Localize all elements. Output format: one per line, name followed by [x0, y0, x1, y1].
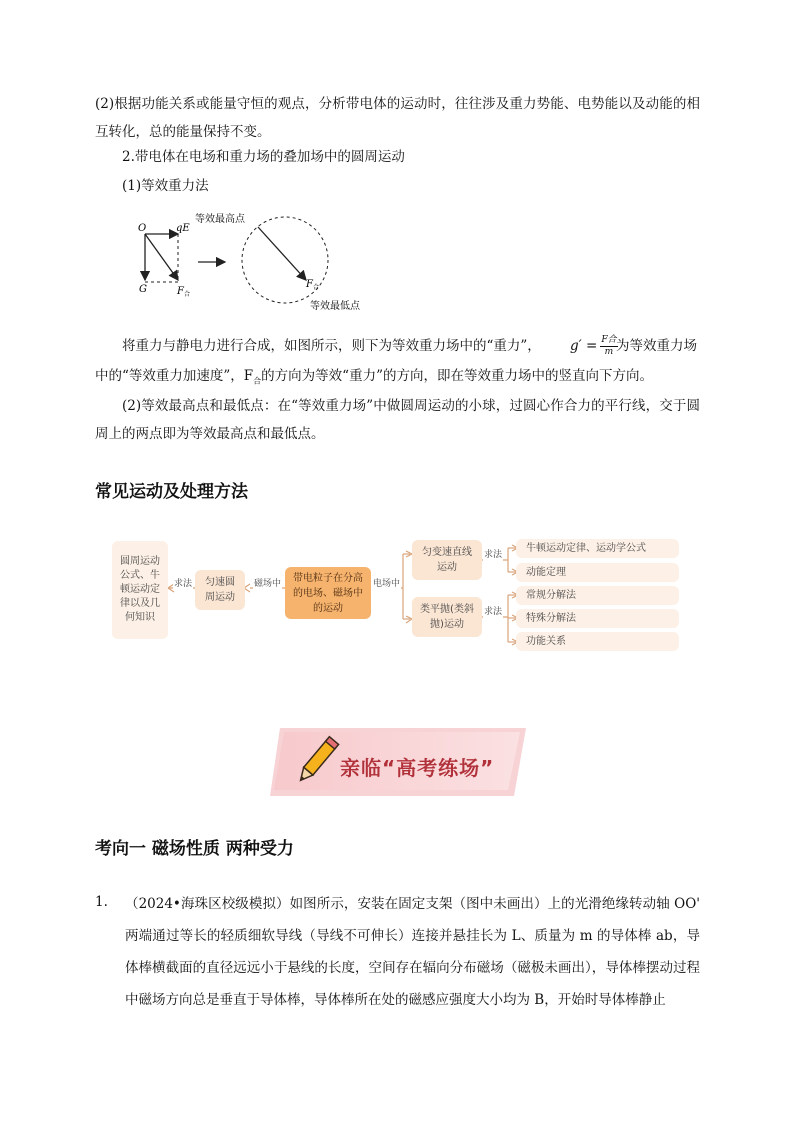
text-direction: 的方向为等效“重力”的方向，即在等效重力场中的竖直向下方向。: [261, 368, 653, 384]
heading-common-motion: 常见运动及处理方法: [95, 482, 248, 502]
mindmap-node-uniform-linear: 匀变速直线运动: [412, 540, 482, 580]
mindmap-node-projectile: 类平抛(类斜抛)运动: [412, 597, 482, 637]
mindmap-leaf-regular-decomposition: 常规分解法: [516, 586, 679, 605]
formula-numerator: F合: [601, 334, 617, 345]
label-qe: qE: [176, 223, 190, 234]
resultant-force-vector: [258, 227, 306, 280]
formula-lhs: g′ =: [570, 338, 598, 354]
item-equivalent-gravity: (1)等效重力法: [122, 178, 209, 194]
text-equivalent-acceleration: 中的“等效重力加速度”，F: [95, 368, 254, 384]
question-number: 1.: [95, 894, 108, 910]
mindmap-node-uniform-circular: 匀速圆周运动: [195, 570, 245, 610]
formula-g-prime: [570, 331, 618, 361]
paragraph-synthesis-part2: 为等效重力场: [616, 338, 697, 354]
subscript-he: 合: [253, 376, 262, 386]
question-text: （2024•海珠区校级模拟）如图所示，安装在固定支架（图中未画出）上的光滑绝缘转动轴 OO' 两端通过等长的轻质细软导线（导线不可伸长）连接并悬挂长为 L、质量为 m 的导体棒 ab，导体棒横截面的直径远远小于悬线的长度，空间存在辐向分布磁场（磁极未画出），导体棒摆动过程中磁场方向总是垂直于导体棒，导体棒所在处的磁感应强度大小均为 B，开始时导体棒静止: [125, 896, 700, 1008]
heading-topic-magnetic: 考向一 磁场性质 两种受力: [95, 839, 294, 859]
paragraph-synthesis-part1: 将重力与静电力进行合成，如图所示，则下为等效重力场中的“重力”，: [122, 338, 541, 354]
label-f-circle: F: [306, 279, 313, 290]
mindmap-method-bottom: 求法: [484, 607, 503, 617]
mindmap-leaf-circular-formula: 圆周运动公式、牛顿运动定律以及几何知识: [112, 541, 168, 639]
mindmap-label-magnetic-field: 磁场中: [254, 579, 282, 589]
formula-fraction: [600, 335, 617, 358]
label-g: G: [139, 284, 147, 295]
label-highest-point: 等效最高点: [195, 214, 245, 225]
paragraph-synthesis-part3: [95, 366, 653, 392]
banner-title: 亲临“高考练场”: [340, 756, 495, 780]
mindmap-leaf-work-energy: 功能关系: [516, 632, 679, 651]
label-o: O: [138, 223, 147, 234]
mindmap-center-node: 带电粒子在分高的电场、磁场中的运动: [285, 567, 371, 619]
label-f-sub: 合: [184, 291, 191, 298]
label-f-circle-sub: 合: [313, 284, 320, 291]
formula-denominator: m: [604, 346, 614, 357]
mindmap-label-electric-field: 电场中: [373, 579, 401, 589]
label-f: F: [177, 286, 184, 297]
equivalent-gravity-diagram: [130, 210, 380, 315]
mindmap-leaf-special-decomposition: 特殊分解法: [516, 609, 679, 628]
f-vector: [145, 234, 178, 280]
paragraph-energy: (2)根据功能关系或能量守恒的观点，分析带电体的运动时，往往涉及重力势能、电势能以及动能的相互转化，总的能量保持不变。: [95, 96, 700, 140]
mindmap-method-top: 求法: [484, 550, 503, 560]
label-lowest-point: 等效最低点: [310, 301, 360, 312]
mindmap-method-left: 求法: [174, 579, 193, 589]
item-circular-motion: 2.带电体在电场和重力场的叠加场中的圆周运动: [122, 149, 405, 165]
mindmap-leaf-kinetic-theorem: 动能定理: [516, 563, 679, 582]
mindmap-leaf-newton-kinematics: 牛顿运动定律、运动学公式: [516, 539, 679, 558]
paragraph-highest-lowest: (2)等效最高点和最低点：在“等效重力场”中做圆周运动的小球，过圆心作合力的平行线，交于圆周上的两点即为等效最高点和最低点。: [95, 398, 700, 442]
